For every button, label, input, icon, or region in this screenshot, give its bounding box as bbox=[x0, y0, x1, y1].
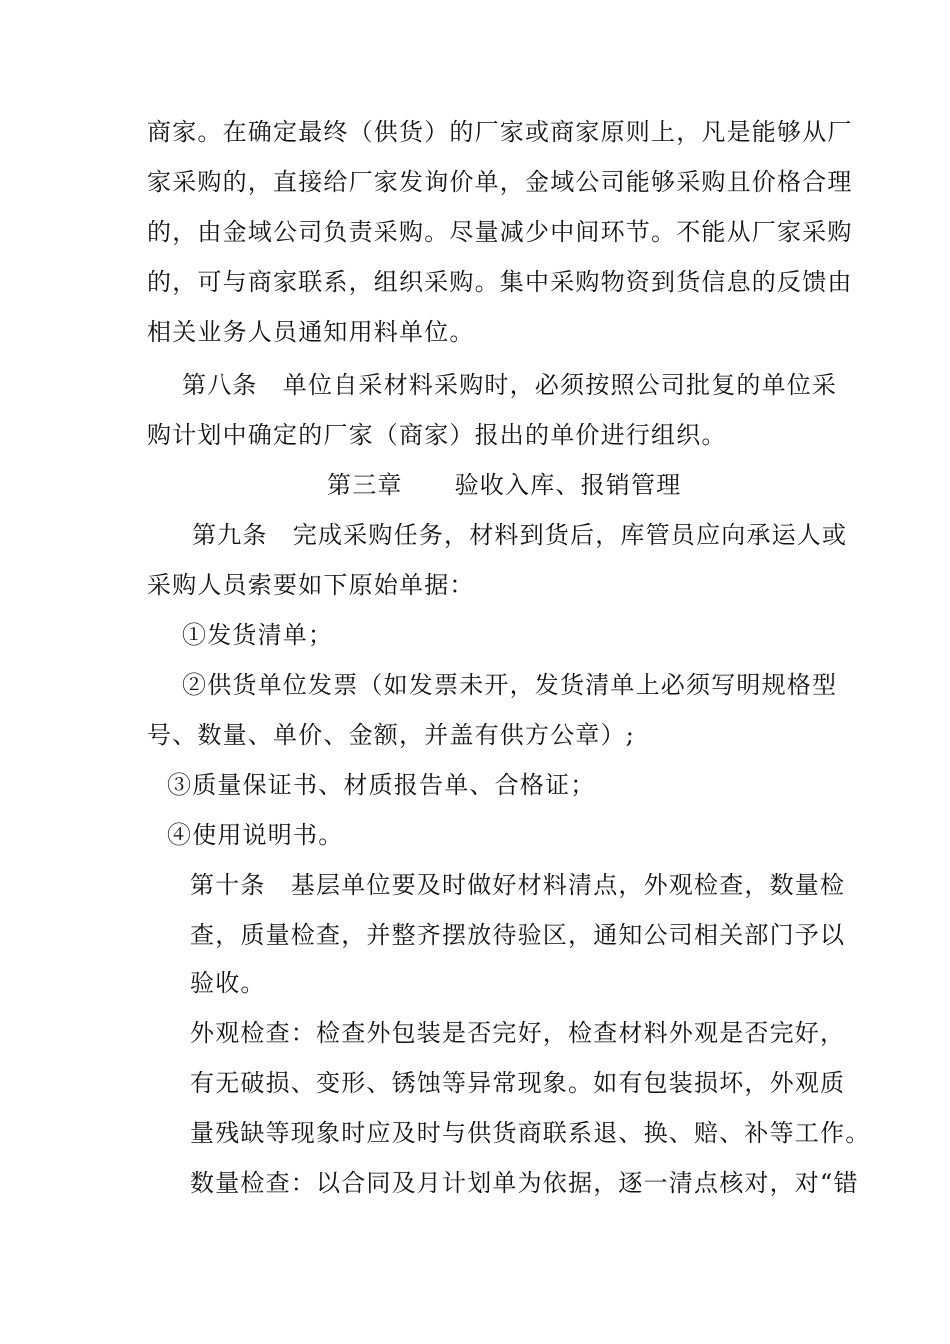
paragraph-line: 的，可与商家联系，组织采购。集中采购物资到货信息的反馈由 bbox=[147, 268, 853, 296]
list-item: ①发货清单； bbox=[182, 621, 334, 649]
inspection-line: 数量检查：以合同及月计划单为依据，逐一清点核对，对“错 bbox=[190, 1169, 859, 1197]
chapter-number: 第三章 bbox=[327, 471, 403, 499]
list-item: ④使用说明书。 bbox=[167, 821, 344, 849]
article-10-line: 查，质量检查，并整齐摆放待验区，通知公司相关部门予以 bbox=[190, 921, 846, 949]
article-8-line: 第八条 单位自采材料采购时，必须按照公司批复的单位采 bbox=[182, 371, 838, 399]
article-10-line: 验收。 bbox=[190, 969, 266, 997]
inspection-line: 有无破损、变形、锈蚀等异常现象。如有包装损坏，外观质 bbox=[190, 1069, 846, 1097]
list-item: ③质量保证书、材质报告单、合格证； bbox=[167, 771, 596, 799]
article-10-line: 第十条 基层单位要及时做好材料清点，外观检查，数量检 bbox=[190, 871, 846, 899]
inspection-line: 量残缺等现象时应及时与供货商联系退、换、赔、补等工作。 bbox=[190, 1119, 871, 1147]
paragraph-line: 相关业务人员通知用料单位。 bbox=[147, 318, 475, 346]
list-item: 号、数量、单价、金额，并盖有供方公章）; bbox=[147, 721, 636, 749]
paragraph-line: 商家。在确定最终（供货）的厂家或商家原则上，凡是能够从厂 bbox=[147, 118, 853, 146]
paragraph-line: 的，由金域公司负责采购。尽量减少中间环节。不能从厂家采购 bbox=[147, 218, 853, 246]
paragraph-line: 家采购的，直接给厂家发询价单，金域公司能够采购且价格合理 bbox=[147, 168, 853, 196]
list-item: ②供货单位发票（如发票未开，发货清单上必须写明规格型 bbox=[182, 671, 838, 699]
article-9-line: 采购人员索要如下原始单据： bbox=[147, 571, 475, 599]
inspection-line: 外观检查：检查外包装是否完好，检查材料外观是否完好， bbox=[190, 1019, 846, 1047]
article-9-line: 第九条 完成采购任务，材料到货后，库管员应向承运人或 bbox=[192, 521, 848, 549]
chapter-title: 验收入库、报销管理 bbox=[454, 471, 682, 499]
article-8-line: 购计划中确定的厂家（商家）报出的单价进行组织。 bbox=[147, 421, 727, 449]
chapter-heading bbox=[327, 470, 681, 500]
